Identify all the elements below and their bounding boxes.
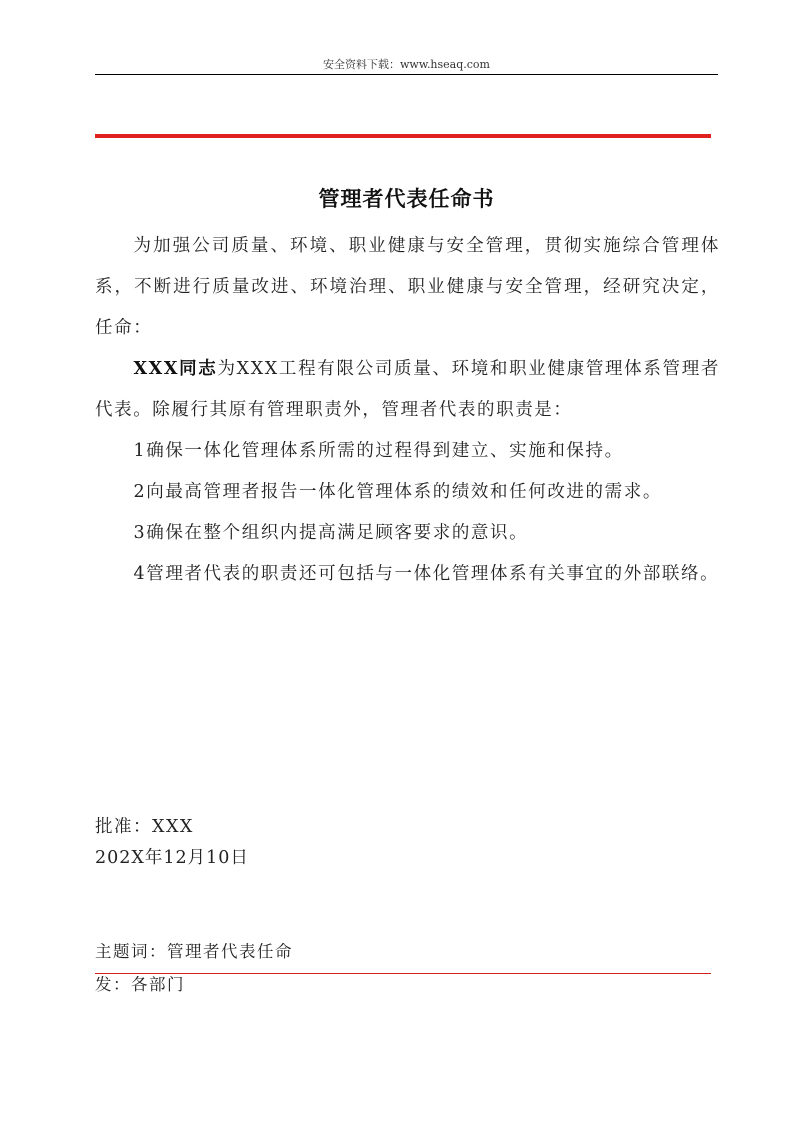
red-header-bar — [95, 134, 711, 138]
duty-item-4: 4管理者代表的职责还可包括与一体化管理体系有关事宜的外部联络。 — [133, 564, 720, 584]
header-divider — [95, 74, 718, 75]
appointment-paragraph — [95, 349, 720, 431]
document-title: 管理者代表任命书 — [318, 186, 495, 211]
footer-red-divider — [95, 973, 711, 974]
issue-date: 202X年12月10日 — [95, 848, 249, 868]
duty-item-3: 3确保在整个组织内提高满足顾客要求的意识。 — [133, 523, 529, 543]
document-body — [95, 226, 720, 595]
duty-item-1: 1确保一体化管理体系所需的过程得到建立、实施和保持。 — [133, 441, 624, 461]
subject-keywords: 主题词：管理者代表任命 — [95, 942, 293, 961]
appointee-name: XXX同志 — [133, 359, 218, 379]
approval-line: 批准：XXX — [95, 817, 194, 837]
duty-item-2: 2向最高管理者报告一体化管理体系的绩效和任何改进的需求。 — [133, 482, 662, 502]
page-header-text: 安全资料下载：www.hseaq.com — [323, 58, 490, 71]
distribution-line: 发：各部门 — [95, 975, 185, 994]
appointment-text: 为XXX工程有限公司质量、环境和职业健康管理体系管理者代表。除履行其原有管理职责外，管理者代表的职责是： — [95, 359, 721, 420]
intro-paragraph: 为加强公司质量、环境、职业健康与安全管理，贯彻实施综合管理体系，不断进行质量改进、环境治理、职业健康与安全管理，经研究决定，任命： — [95, 236, 720, 338]
